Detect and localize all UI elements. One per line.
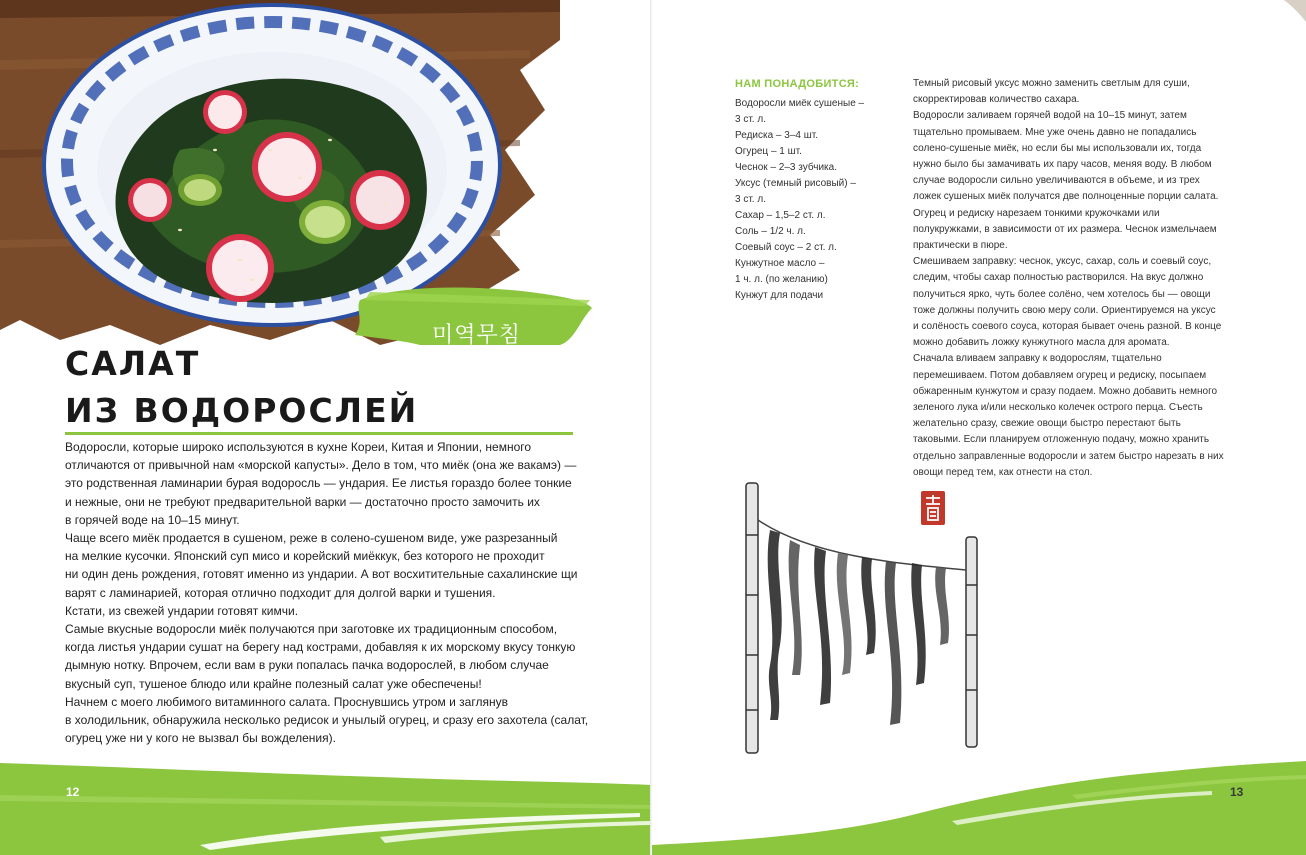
ingredient-line: Чеснок – 2–3 зубчика. xyxy=(735,162,837,173)
recipe-instructions xyxy=(913,76,1253,481)
recipe-line: Темный рисовый уксус можно заменить светлым для суши, xyxy=(913,78,1190,89)
recipe-line: можно добавить ложку кунжутного масла для аромата. xyxy=(913,337,1170,349)
intro-line: Чаще всего миёк продается в сушеном, реже в солено-сушеном виде, уже разрезанный xyxy=(65,531,558,546)
recipe-line: желательно сразу, свежие овощи быстро перестают быть xyxy=(913,418,1181,430)
recipe-line: перемешиваем. Потом добавляем огурец и редиску, посыпаем xyxy=(913,369,1207,381)
recipe-line: практически в пюре. xyxy=(913,240,1008,252)
recipe-line: Сначала вливаем заправку к водорослям, тщательно xyxy=(913,353,1162,365)
intro-text xyxy=(65,438,589,747)
ingredient-line: Водоросли миёк сушеные – xyxy=(735,98,865,109)
intro-line: Начнем с моего любимого витаминного салата. Проснувшись утром и заглянув xyxy=(65,694,508,709)
ingredient-line: 3 ст. л. xyxy=(735,114,766,125)
intro-line: и нежные, они не требуют предварительной варки — достаточно просто замочить их xyxy=(65,494,540,509)
recipe-line: скорректировав количество сахара. xyxy=(913,94,1080,106)
recipe-line: тоже должны получить свою меру соли. Ориентируемся на уксус xyxy=(913,304,1216,316)
intro-line: отличаются от привычной нам «морской капусты». Дело в том, что миёк (она же вакамэ) — xyxy=(65,458,577,473)
intro-line: Водоросли, которые широко используются в кухне Кореи, Китая и Японии, немного xyxy=(65,440,532,454)
ingredient-line: Огурец – 1 шт. xyxy=(735,146,802,157)
recipe-line: случае водоросли сильно увеличиваются в объеме, и из трех xyxy=(913,175,1200,187)
intro-line: дымную нотку. Впрочем, если вам в руки попалась пачка водорослей, в любом случае xyxy=(65,658,549,673)
ingredient-line: Редиска – 3–4 шт. xyxy=(735,130,819,141)
ingredients-list xyxy=(735,96,885,304)
right-page xyxy=(652,0,1306,855)
intro-line: это родственная ламинарии бурая водоросль — ундария. Ее листья гораздо более тонкие xyxy=(65,476,572,491)
intro-line: на мелкие кусочки. Японский суп мисо и корейский миёккук, без которого не проходит xyxy=(65,549,545,564)
left-page xyxy=(0,0,652,855)
title-underline xyxy=(65,432,573,435)
ingredient-line: Уксус (темный рисовый) – xyxy=(735,178,856,189)
recipe-line: получиться ярко, чуть более солёно, чем хотелось бы — овощи xyxy=(913,288,1211,300)
recipe-line: таковыми. Если планируем отложенную подачу, можно хранить xyxy=(913,434,1210,446)
intro-line: ни один день рождения, готовят именно из ундарии. А вот восхитительные сахалинские щи xyxy=(65,567,578,582)
recipe-line: Смешиваем заправку: чеснок, уксус, сахар, соль и соевый соус, xyxy=(913,256,1212,268)
intro-line: в холодильник, обнаружила несколько редисок и унылый огурец, и сразу его захотела (салат, xyxy=(65,713,589,728)
intro-line: Самые вкусные водоросли миёк получаются при заготовке их традиционным способом, xyxy=(65,622,558,637)
title-line-2: ИЗ ВОДОРОСЛЕЙ xyxy=(65,391,419,430)
recipe-line: отдельно заправленные водоросли и затем быстро нарезать в них xyxy=(913,450,1224,462)
recipe-line: нужно было бы замачивать их пару часов, меняя воду. В любом xyxy=(913,159,1212,171)
recipe-line: солено-сушеные миёк, но если бы мы использовали их, тогда xyxy=(913,142,1202,154)
recipe-line: следим, чтобы сахар полностью растворился. На вкус должно xyxy=(913,272,1204,284)
recipe-line: и солёность соевого соуса, которая бывает очень разной. В конце xyxy=(913,321,1222,333)
recipe-line: Огурец и редиску нарезаем тонкими кружочками или xyxy=(913,207,1160,219)
recipe-line: овощи перед тем, как отнести на стол. xyxy=(913,466,1093,478)
ingredient-line: Кунжутное масло – xyxy=(735,258,825,269)
title-line-1: САЛАТ xyxy=(65,344,201,383)
korean-dish-name: 미역무침 xyxy=(432,323,522,348)
ingredient-line: Соль – 1/2 ч. л. xyxy=(735,226,806,237)
intro-line: Кстати, из свежей ундарии готовят кимчи. xyxy=(65,603,299,618)
recipe-line: полукружками, в зависимости от их размера. Чеснок измельчаем xyxy=(913,223,1217,235)
recipe-line: зеленого лука и/или несколько колечек острого перца. Съесть xyxy=(913,402,1203,414)
recipe-line: Водоросли заливаем горячей водой на 10–15 минут, затем xyxy=(913,110,1187,122)
intro-line: огурец уже ни у кого не вызвал бы вожделения). xyxy=(65,731,336,746)
page-number-right: 13 xyxy=(1230,785,1244,799)
ingredients-heading: НАМ ПОНАДОБИТСЯ: xyxy=(735,78,860,90)
ingredient-line: Сахар – 1,5–2 ст. л. xyxy=(735,210,826,221)
ingredient-line: 3 ст. л. xyxy=(735,194,766,205)
recipe-line: ложек сушеных миёк получатся две полноценные порции салата. xyxy=(913,191,1219,203)
salad-photo xyxy=(0,0,600,345)
intro-line: когда листья ундарии сушат на берегу над кострами, добавляя к их морскому вкусу тонкую xyxy=(65,640,576,655)
page-corner-curl xyxy=(1276,0,1306,30)
ingredient-line: 1 ч. л. (по желанию) xyxy=(735,274,828,285)
ingredient-line: Кунжут для подачи xyxy=(735,290,824,301)
page-number-left: 12 xyxy=(66,785,80,799)
green-brush-stroke-left xyxy=(0,755,652,855)
intro-line: в горячей воде на 10–15 минут. xyxy=(65,512,240,527)
ingredient-line: Соевый соус – 2 ст. л. xyxy=(735,242,837,253)
recipe-line: обжаренным кунжутом и сразу подаем. Можно добавить немного xyxy=(913,385,1218,397)
drying-seaweed-illustration xyxy=(740,475,990,760)
intro-line: вкусный суп, тушеное блюдо или крайне полезный салат уже обеспечены! xyxy=(65,676,482,691)
green-brush-stroke-right xyxy=(652,735,1306,855)
page-title xyxy=(65,340,418,434)
intro-line: варят с ламинарией, которая отлично подходит для долгой варки и тушения. xyxy=(65,585,496,600)
recipe-line: тщательно промываем. Мне уже очень давно не попадались xyxy=(913,126,1197,138)
